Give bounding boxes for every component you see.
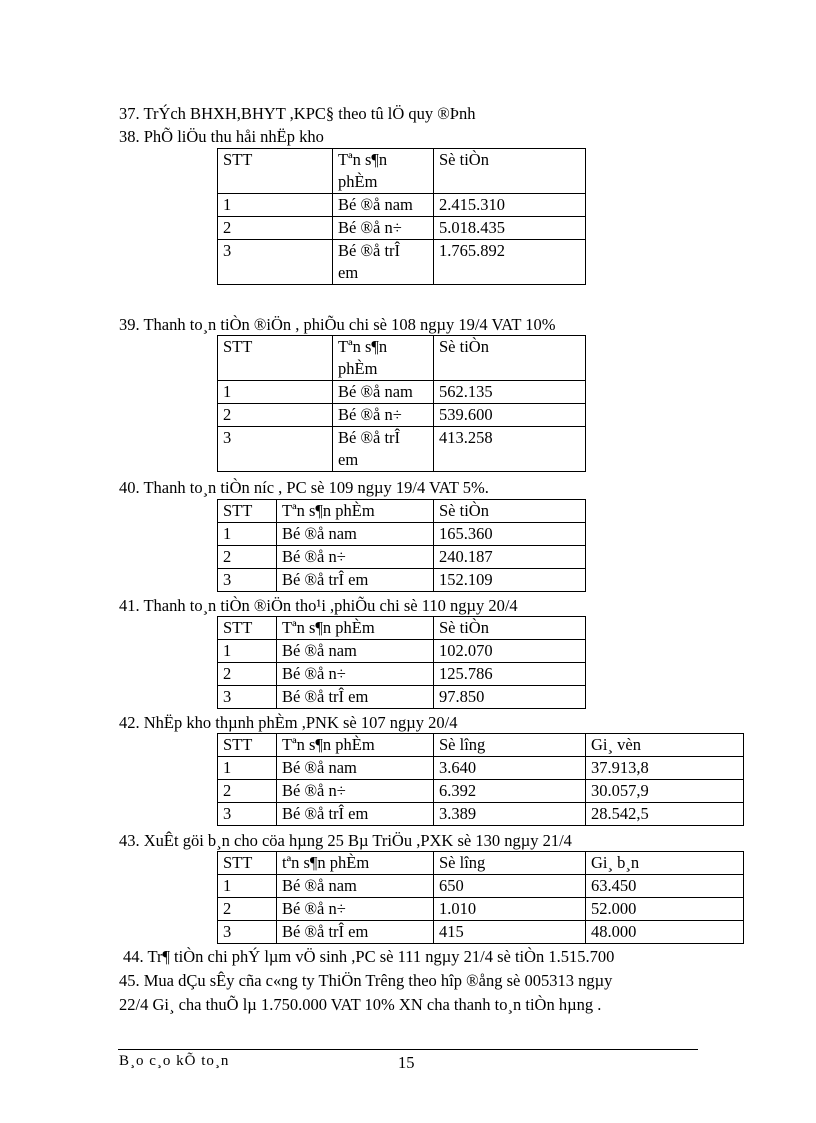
table-cell: 1 [218, 640, 277, 663]
table-header-cell: Tªn s¶n phÈm [277, 617, 434, 640]
table-cell: 539.600 [434, 404, 586, 427]
table-cell: 28.542,5 [586, 803, 744, 826]
table-header-row [218, 336, 586, 381]
item-37: 37. TrÝch BHXH,BHYT ,KPC§ theo tû lÖ quy ®Þnh [119, 104, 476, 123]
footer-label: B¸o c¸o kÕ to¸n [119, 1053, 230, 1069]
table-row [218, 240, 586, 285]
table-40 [217, 499, 586, 592]
table-header-cell: Sè tiÒn [434, 149, 586, 194]
table-38 [217, 148, 586, 285]
table-header-cell: STT [218, 500, 277, 523]
table-header-cell: Sè tiÒn [434, 336, 586, 381]
table-cell: 3.389 [434, 803, 586, 826]
table-cell: Bé ®å nam [333, 194, 434, 217]
table-row [218, 875, 744, 898]
table-cell: 2 [218, 780, 277, 803]
table-row [218, 686, 586, 709]
table-cell: 2.415.310 [434, 194, 586, 217]
table-cell: 3 [218, 803, 277, 826]
table-cell: 6.392 [434, 780, 586, 803]
table-cell: 1 [218, 875, 277, 898]
table-header-row [218, 734, 744, 757]
table-row [218, 523, 586, 546]
item-45-line1: 45. Mua dÇu sÊy cña c«ng ty ThiÖn Trêng theo hîp ®ång sè 005313 ngµy [119, 971, 613, 990]
table-cell: 97.850 [434, 686, 586, 709]
table-cell: Bé ®å trÎ em [277, 803, 434, 826]
table-cell: Bé ®å n÷ [277, 546, 434, 569]
table-row [218, 404, 586, 427]
table-42 [217, 733, 744, 826]
table-header-cell: STT [218, 734, 277, 757]
table-header-cell: Sè tiÒn [434, 617, 586, 640]
table-cell: Bé ®å trÎ em [277, 686, 434, 709]
footer-divider [118, 1049, 698, 1050]
table-cell: 5.018.435 [434, 217, 586, 240]
table-cell: 37.913,8 [586, 757, 744, 780]
table-header-row [218, 617, 586, 640]
table-row [218, 546, 586, 569]
table-row [218, 569, 586, 592]
item-38: 38. PhÕ liÖu thu håi nhËp kho [119, 127, 324, 146]
table-row [218, 898, 744, 921]
table-cell: Bé ®å n÷ [333, 404, 434, 427]
table-cell: 125.786 [434, 663, 586, 686]
table-cell: Bé ®å nam [277, 875, 434, 898]
table-header-cell: STT [218, 149, 333, 194]
table-header-cell: Tªn s¶n phÈm [277, 734, 434, 757]
table-cell: 415 [434, 921, 586, 944]
table-header-cell: Gi¸ b¸n [586, 852, 744, 875]
table-cell: 1 [218, 194, 333, 217]
table-cell: 240.187 [434, 546, 586, 569]
table-row [218, 640, 586, 663]
table-cell: 1.765.892 [434, 240, 586, 285]
item-43: 43. XuÊt göi b¸n cho cöa hµng 25 Bµ TriÖu ,PXK sè 130 ngµy 21/4 [119, 831, 572, 850]
table-cell: 52.000 [586, 898, 744, 921]
table-cell: 3 [218, 427, 333, 472]
table-cell: Bé ®å nam [333, 381, 434, 404]
table-header-cell: Sè lîng [434, 852, 586, 875]
item-44: 44. Tr¶ tiÒn chi phÝ lµm vÖ sinh ,PC sè 111 ngµy 21/4 sè tiÒn 1.515.700 [123, 947, 615, 966]
table-cell: Bé ®å n÷ [277, 780, 434, 803]
table-header-row [218, 500, 586, 523]
table-cell: 2 [218, 898, 277, 921]
table-header-cell: Tªn s¶n phÈm [333, 336, 434, 381]
table-cell: 3 [218, 569, 277, 592]
table-cell: Bé ®å n÷ [333, 217, 434, 240]
table-cell: 1.010 [434, 898, 586, 921]
table-cell: 1 [218, 523, 277, 546]
table-cell: 1 [218, 757, 277, 780]
table-header-cell: STT [218, 336, 333, 381]
table-header-cell: Gi¸ vèn [586, 734, 744, 757]
table-row [218, 803, 744, 826]
table-cell: 48.000 [586, 921, 744, 944]
item-39: 39. Thanh to¸n tiÒn ®iÖn , phiÕu chi sè 108 ngµy 19/4 VAT 10% [119, 315, 556, 334]
table-cell: 413.258 [434, 427, 586, 472]
table-cell: Bé ®å nam [277, 757, 434, 780]
table-cell: Bé ®å trÎ em [333, 427, 434, 472]
table-cell: 2 [218, 404, 333, 427]
table-row [218, 427, 586, 472]
table-cell: 63.450 [586, 875, 744, 898]
table-header-row [218, 852, 744, 875]
table-cell: Bé ®å n÷ [277, 898, 434, 921]
table-cell: Bé ®å n÷ [277, 663, 434, 686]
table-header-cell: Tªn s¶n phÈm [277, 500, 434, 523]
table-row [218, 381, 586, 404]
table-cell: 3 [218, 921, 277, 944]
table-header-cell: Sè lîng [434, 734, 586, 757]
table-row [218, 194, 586, 217]
item-45-line2: 22/4 Gi¸ cha thuÕ lµ 1.750.000 VAT 10% XN cha thanh to¸n tiÒn hµng . [119, 995, 602, 1014]
item-41: 41. Thanh to¸n tiÒn ®iÖn tho¹i ,phiÕu chi sè 110 ngµy 20/4 [119, 596, 518, 615]
table-cell: 165.360 [434, 523, 586, 546]
table-cell: 2 [218, 217, 333, 240]
table-cell: 30.057,9 [586, 780, 744, 803]
table-cell: 102.070 [434, 640, 586, 663]
table-cell: 3 [218, 686, 277, 709]
table-cell: 3.640 [434, 757, 586, 780]
table-cell: 562.135 [434, 381, 586, 404]
table-row [218, 663, 586, 686]
table-43 [217, 851, 744, 944]
table-row [218, 757, 744, 780]
table-cell: 3 [218, 240, 333, 285]
table-cell: 650 [434, 875, 586, 898]
table-cell: 2 [218, 546, 277, 569]
table-row [218, 217, 586, 240]
table-39 [217, 335, 586, 472]
page-number: 15 [398, 1053, 415, 1072]
table-header-cell: Sè tiÒn [434, 500, 586, 523]
item-40: 40. Thanh to¸n tiÒn níc , PC sè 109 ngµy 19/4 VAT 5%. [119, 478, 489, 497]
table-cell: Bé ®å nam [277, 640, 434, 663]
table-cell: Bé ®å trÎ em [277, 569, 434, 592]
table-cell: Bé ®å trÎ em [277, 921, 434, 944]
table-cell: 1 [218, 381, 333, 404]
table-row [218, 921, 744, 944]
table-cell: Bé ®å trÎ em [333, 240, 434, 285]
table-header-row [218, 149, 586, 194]
table-header-cell: tªn s¶n phÈm [277, 852, 434, 875]
table-cell: Bé ®å nam [277, 523, 434, 546]
table-cell: 152.109 [434, 569, 586, 592]
table-header-cell: Tªn s¶n phÈm [333, 149, 434, 194]
table-cell: 2 [218, 663, 277, 686]
item-42: 42. NhËp kho thµnh phÈm ,PNK sè 107 ngµy 20/4 [119, 713, 458, 732]
table-41 [217, 616, 586, 709]
table-header-cell: STT [218, 617, 277, 640]
table-row [218, 780, 744, 803]
table-header-cell: STT [218, 852, 277, 875]
